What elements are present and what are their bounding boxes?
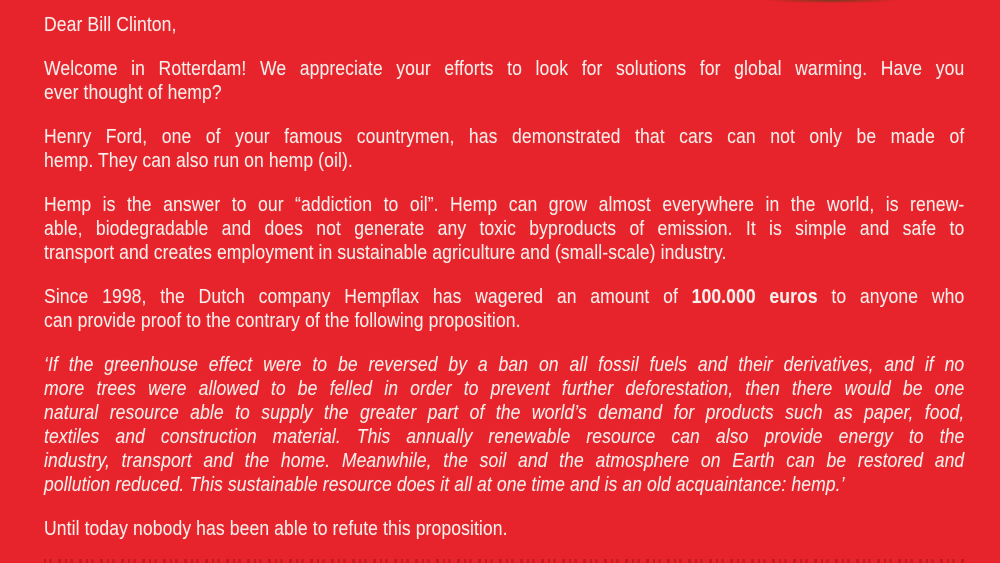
wager-line-1 (44, 285, 964, 309)
wager-line-2: can provide proof to the contrary of the following proposition. (44, 310, 521, 332)
wager-paragraph (44, 285, 964, 333)
closing-line: Until today nobody has been able to refute this proposition. (44, 518, 508, 540)
hemp-answer-paragraph (44, 193, 964, 265)
proposition-line-6: pollution reduced. This sustainable resource does it all at one time and is an old acquaintance: hemp.’ (44, 474, 845, 496)
letter-body (44, 13, 965, 561)
ford-line-2: hemp. They can also run on hemp (oil). (44, 150, 353, 172)
welcome-line-2: ever thought of hemp? (44, 82, 222, 104)
proposition-line-4: textiles and construction material. This annually renewable resource can also provide energy to the (44, 426, 965, 448)
hemp-answer-line-2: able, biodegradable and does not generate any toxic byproducts of emission. It is simple and safe to (44, 218, 965, 240)
hemp-answer-line-3: transport and creates employment in sustainable agriculture and (small-scale) industry. (44, 242, 727, 264)
proposition-line-1: ‘If the greenhouse effect were to be reversed by a ban on all fossil fuels and their derivatives, and if no (44, 354, 965, 376)
proposition-line-2: more trees were allowed to be felled in order to prevent further deforestation, then there would be one (44, 378, 965, 400)
ford-line-1: Henry Ford, one of your famous countrymen, has demonstrated that cars can not only be made of (44, 126, 965, 148)
proposition-line-5: industry, transport and the home. Meanwhile, the soil and the atmosphere on Earth can be restored and (44, 450, 965, 472)
letter-text-block (44, 13, 964, 541)
wager-text-prefix: Since 1998, the Dutch company Hempflax has wagered an amount of (44, 286, 692, 308)
cropped-photo-edge (748, 0, 916, 4)
welcome-line-1: Welcome in Rotterdam! We appreciate your efforts to look for solutions for global warming. Have you (44, 58, 965, 80)
hemp-answer-line-1: Hemp is the answer to our “addiction to oil”. Hemp can grow almost everywhere in the world, is renew- (44, 194, 965, 216)
proposition-line-3: natural resource able to supply the greater part of the world’s demand for products such as paper, food, (44, 402, 965, 424)
wager-text-suffix: to anyone who (817, 286, 965, 308)
cropped-text-row (44, 559, 965, 563)
salutation-paragraph (44, 13, 964, 37)
henry-ford-paragraph (44, 125, 964, 173)
welcome-paragraph (44, 57, 964, 105)
salutation-line: Dear Bill Clinton, (44, 14, 177, 36)
wager-amount: 100.000 euros (691, 286, 818, 308)
closing-paragraph (44, 517, 964, 541)
proposition-quote-paragraph (44, 353, 964, 497)
